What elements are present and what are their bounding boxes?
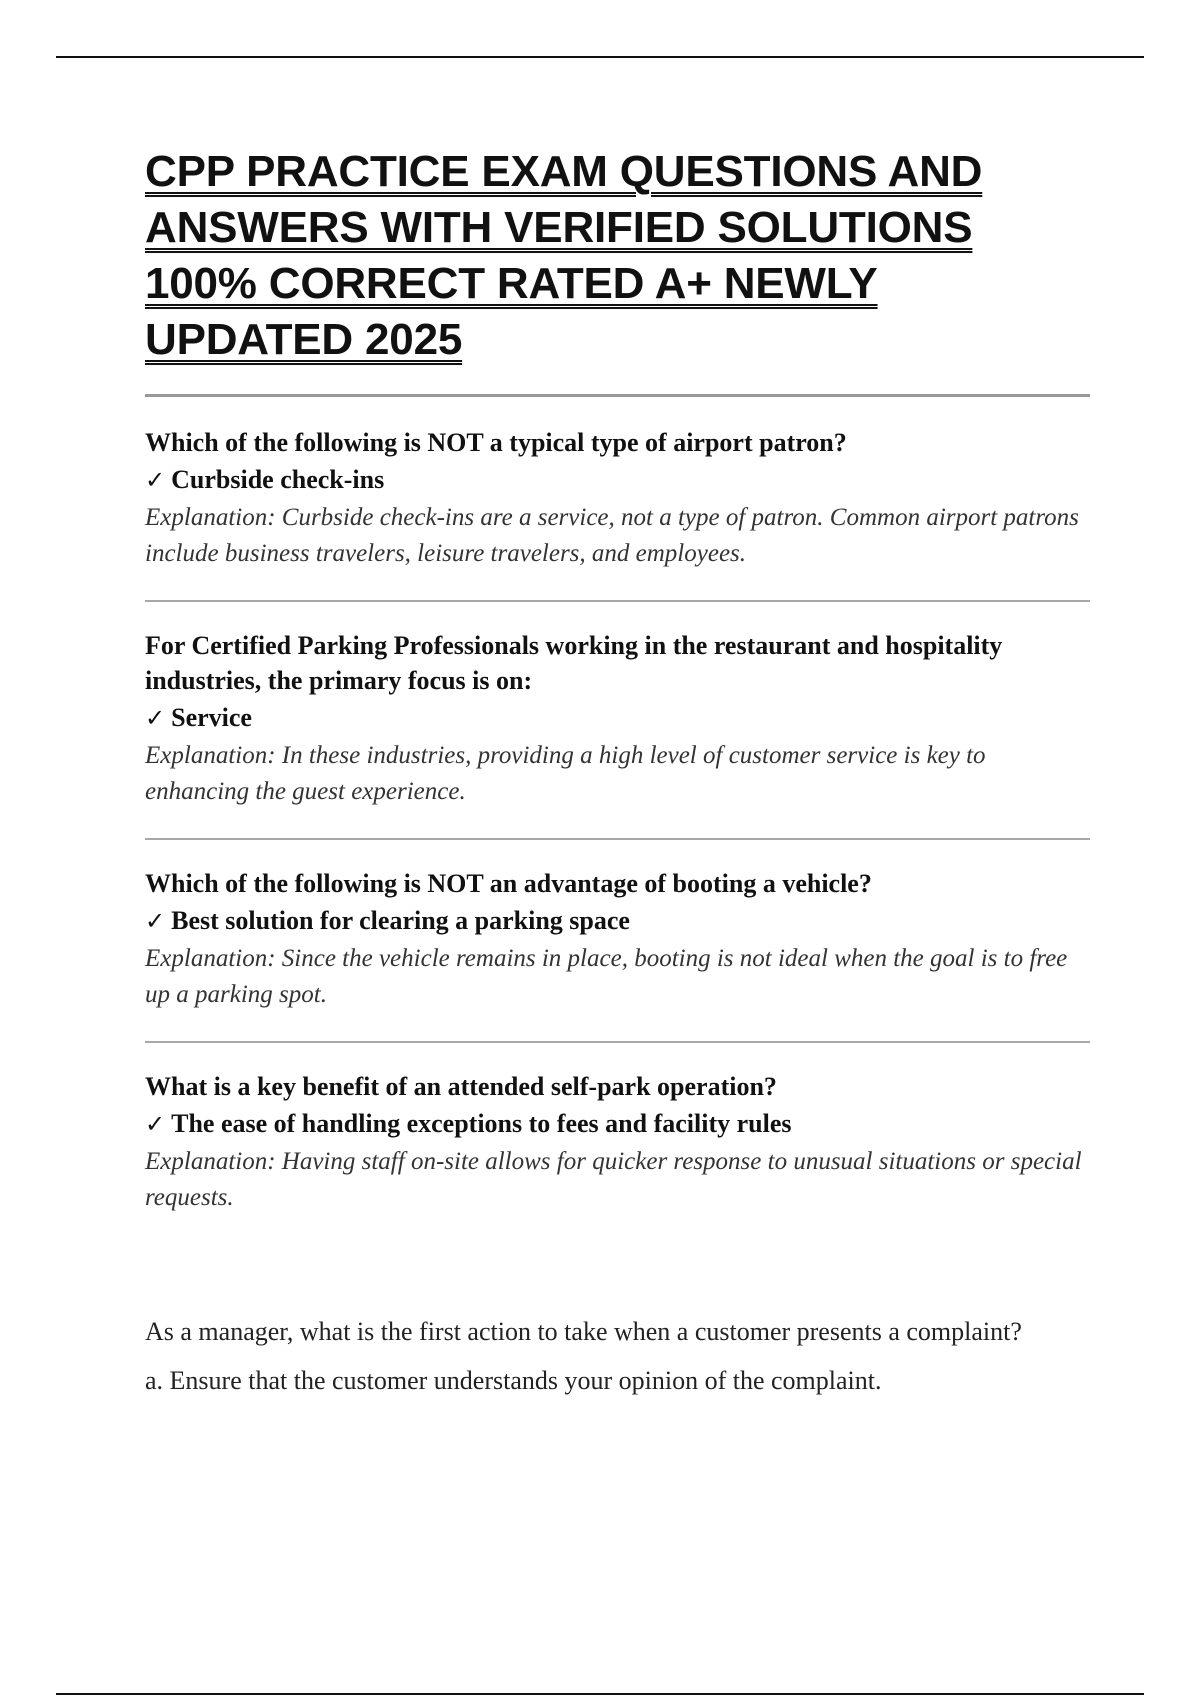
answer-text: Curbside check-ins — [171, 465, 385, 494]
question-text: Which of the following is NOT a typical type of airport patron? — [145, 428, 847, 457]
question-text: What is a key benefit of an attended self-park operation? — [145, 1072, 777, 1101]
plain-question-text: As a manager, what is the first action to take when a customer presents a complaint? — [145, 1317, 1022, 1346]
answer-line — [145, 903, 1090, 939]
checkmark-icon: ✓ — [145, 907, 166, 935]
explanation-text: Explanation: Since the vehicle remains in place, booting is not ideal when the goal is to free up a parking spot. — [145, 945, 1068, 1008]
qa-item — [145, 1041, 1090, 1244]
page-bottom-rule — [56, 1693, 1144, 1695]
explanation-text: Explanation: Curbside check-ins are a service, not a type of patron. Common airport patrons include business travelers, leisure travelers, and employees. — [145, 504, 1079, 567]
qa-item — [145, 397, 1090, 600]
answer-line — [145, 462, 1090, 498]
question-text: Which of the following is NOT an advantage of booting a vehicle? — [145, 869, 872, 898]
question-text: For Certified Parking Professionals working in the restaurant and hospitality industries, the primary focus is on: — [145, 631, 1003, 695]
qa-item — [145, 600, 1090, 838]
answer-text: The ease of handling exceptions to fees and facility rules — [171, 1109, 792, 1138]
explanation-text: Explanation: In these industries, providing a high level of customer service is key to enhancing the guest experience. — [145, 742, 986, 805]
answer-option-a: a. Ensure that the customer understands your opinion of the complaint. — [145, 1366, 882, 1395]
checkmark-icon: ✓ — [145, 704, 166, 732]
document-title: CPP PRACTICE EXAM QUESTIONS AND ANSWERS WITH VERIFIED SOLUTIONS 100% CORRECT RATED A+ NEWLY UPDATED 2025 — [145, 147, 983, 364]
answer-line — [145, 700, 1090, 736]
answer-text: Best solution for clearing a parking space — [171, 906, 630, 935]
explanation-text: Explanation: Having staff on-site allows for quicker response to unusual situations or special requests. — [145, 1148, 1082, 1211]
checkmark-icon: ✓ — [145, 1110, 166, 1138]
checkmark-icon: ✓ — [145, 466, 166, 494]
page-top-rule — [56, 56, 1144, 58]
document-body — [145, 144, 1090, 1398]
qa-item — [145, 838, 1090, 1041]
answer-text: Service — [171, 703, 252, 732]
answer-line — [145, 1106, 1090, 1142]
plain-question-block — [145, 1244, 1090, 1398]
